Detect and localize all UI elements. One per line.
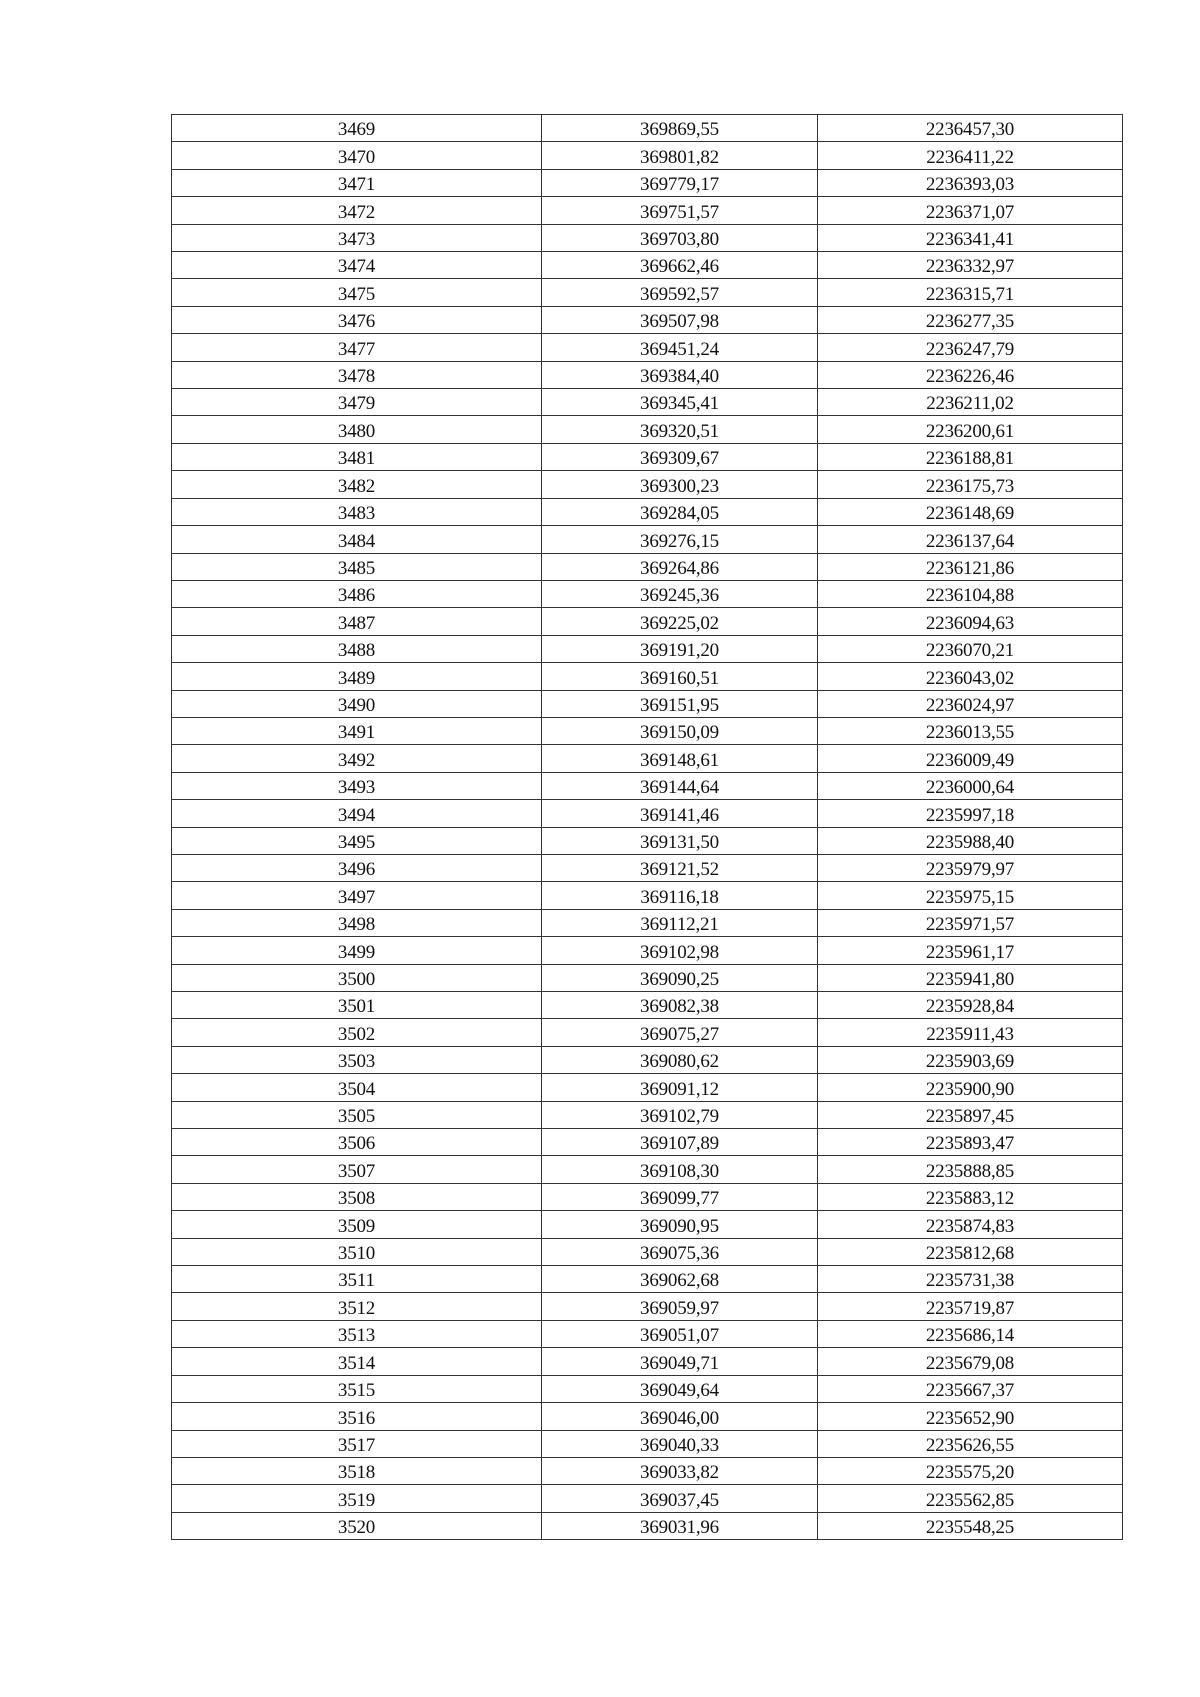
table-row <box>172 745 1123 772</box>
point-number-cell: 3482 <box>172 471 542 498</box>
x-coordinate-cell: 369869,55 <box>542 115 818 142</box>
y-coordinate-cell: 2236411,22 <box>818 142 1123 169</box>
table-row <box>172 608 1123 635</box>
table-row <box>172 169 1123 196</box>
y-coordinate-cell: 2235548,25 <box>818 1512 1123 1539</box>
table-row <box>172 389 1123 416</box>
point-number-cell: 3497 <box>172 882 542 909</box>
y-coordinate-cell: 2236024,97 <box>818 690 1123 717</box>
table-row <box>172 306 1123 333</box>
table-row <box>172 1375 1123 1402</box>
x-coordinate-cell: 369062,68 <box>542 1266 818 1293</box>
point-number-cell: 3505 <box>172 1101 542 1128</box>
point-number-cell: 3501 <box>172 992 542 1019</box>
x-coordinate-cell: 369046,00 <box>542 1403 818 1430</box>
x-coordinate-cell: 369121,52 <box>542 854 818 881</box>
point-number-cell: 3506 <box>172 1129 542 1156</box>
y-coordinate-cell: 2235928,84 <box>818 992 1123 1019</box>
x-coordinate-cell: 369108,30 <box>542 1156 818 1183</box>
x-coordinate-cell: 369264,86 <box>542 553 818 580</box>
y-coordinate-cell: 2236104,88 <box>818 580 1123 607</box>
y-coordinate-cell: 2236277,35 <box>818 306 1123 333</box>
point-number-cell: 3500 <box>172 964 542 991</box>
point-number-cell: 3510 <box>172 1238 542 1265</box>
x-coordinate-cell: 369082,38 <box>542 992 818 1019</box>
y-coordinate-cell: 2236226,46 <box>818 361 1123 388</box>
table-row <box>172 580 1123 607</box>
y-coordinate-cell: 2236175,73 <box>818 471 1123 498</box>
point-number-cell: 3478 <box>172 361 542 388</box>
coordinates-table <box>171 114 1123 1540</box>
point-number-cell: 3517 <box>172 1430 542 1457</box>
point-number-cell: 3493 <box>172 772 542 799</box>
table-row <box>172 1156 1123 1183</box>
point-number-cell: 3469 <box>172 115 542 142</box>
y-coordinate-cell: 2235941,80 <box>818 964 1123 991</box>
table-row <box>172 142 1123 169</box>
point-number-cell: 3508 <box>172 1183 542 1210</box>
point-number-cell: 3504 <box>172 1074 542 1101</box>
point-number-cell: 3477 <box>172 334 542 361</box>
table-row <box>172 1457 1123 1484</box>
table-row <box>172 197 1123 224</box>
x-coordinate-cell: 369090,95 <box>542 1211 818 1238</box>
x-coordinate-cell: 369075,27 <box>542 1019 818 1046</box>
x-coordinate-cell: 369144,64 <box>542 772 818 799</box>
point-number-cell: 3479 <box>172 389 542 416</box>
y-coordinate-cell: 2235679,08 <box>818 1348 1123 1375</box>
point-number-cell: 3490 <box>172 690 542 717</box>
x-coordinate-cell: 369245,36 <box>542 580 818 607</box>
y-coordinate-cell: 2235731,38 <box>818 1266 1123 1293</box>
table-row <box>172 1129 1123 1156</box>
x-coordinate-cell: 369151,95 <box>542 690 818 717</box>
x-coordinate-cell: 369080,62 <box>542 1046 818 1073</box>
point-number-cell: 3514 <box>172 1348 542 1375</box>
x-coordinate-cell: 369284,05 <box>542 498 818 525</box>
point-number-cell: 3503 <box>172 1046 542 1073</box>
y-coordinate-cell: 2235897,45 <box>818 1101 1123 1128</box>
x-coordinate-cell: 369049,71 <box>542 1348 818 1375</box>
y-coordinate-cell: 2236200,61 <box>818 416 1123 443</box>
y-coordinate-cell: 2236315,71 <box>818 279 1123 306</box>
y-coordinate-cell: 2236137,64 <box>818 526 1123 553</box>
y-coordinate-cell: 2236148,69 <box>818 498 1123 525</box>
table-row <box>172 1101 1123 1128</box>
point-number-cell: 3507 <box>172 1156 542 1183</box>
y-coordinate-cell: 2235686,14 <box>818 1320 1123 1347</box>
coordinates-table-body <box>172 115 1123 1540</box>
table-row <box>172 224 1123 251</box>
table-row <box>172 279 1123 306</box>
x-coordinate-cell: 369801,82 <box>542 142 818 169</box>
x-coordinate-cell: 369191,20 <box>542 635 818 662</box>
x-coordinate-cell: 369102,98 <box>542 937 818 964</box>
table-row <box>172 909 1123 936</box>
x-coordinate-cell: 369116,18 <box>542 882 818 909</box>
x-coordinate-cell: 369131,50 <box>542 827 818 854</box>
point-number-cell: 3520 <box>172 1512 542 1539</box>
point-number-cell: 3481 <box>172 443 542 470</box>
point-number-cell: 3472 <box>172 197 542 224</box>
point-number-cell: 3486 <box>172 580 542 607</box>
table-row <box>172 526 1123 553</box>
x-coordinate-cell: 369031,96 <box>542 1512 818 1539</box>
table-row <box>172 1293 1123 1320</box>
point-number-cell: 3511 <box>172 1266 542 1293</box>
y-coordinate-cell: 2235562,85 <box>818 1485 1123 1512</box>
point-number-cell: 3473 <box>172 224 542 251</box>
y-coordinate-cell: 2236393,03 <box>818 169 1123 196</box>
table-row <box>172 498 1123 525</box>
y-coordinate-cell: 2235888,85 <box>818 1156 1123 1183</box>
table-row <box>172 252 1123 279</box>
y-coordinate-cell: 2236009,49 <box>818 745 1123 772</box>
point-number-cell: 3483 <box>172 498 542 525</box>
x-coordinate-cell: 369225,02 <box>542 608 818 635</box>
point-number-cell: 3476 <box>172 306 542 333</box>
y-coordinate-cell: 2235988,40 <box>818 827 1123 854</box>
table-row <box>172 663 1123 690</box>
table-row <box>172 827 1123 854</box>
x-coordinate-cell: 369507,98 <box>542 306 818 333</box>
table-row <box>172 882 1123 909</box>
y-coordinate-cell: 2235874,83 <box>818 1211 1123 1238</box>
y-coordinate-cell: 2236000,64 <box>818 772 1123 799</box>
point-number-cell: 3502 <box>172 1019 542 1046</box>
point-number-cell: 3474 <box>172 252 542 279</box>
table-row <box>172 115 1123 142</box>
y-coordinate-cell: 2235911,43 <box>818 1019 1123 1046</box>
y-coordinate-cell: 2236013,55 <box>818 717 1123 744</box>
x-coordinate-cell: 369049,64 <box>542 1375 818 1402</box>
point-number-cell: 3499 <box>172 937 542 964</box>
point-number-cell: 3487 <box>172 608 542 635</box>
point-number-cell: 3513 <box>172 1320 542 1347</box>
x-coordinate-cell: 369037,45 <box>542 1485 818 1512</box>
x-coordinate-cell: 369662,46 <box>542 252 818 279</box>
table-row <box>172 1019 1123 1046</box>
point-number-cell: 3509 <box>172 1211 542 1238</box>
table-row <box>172 1238 1123 1265</box>
y-coordinate-cell: 2235575,20 <box>818 1457 1123 1484</box>
x-coordinate-cell: 369276,15 <box>542 526 818 553</box>
table-row <box>172 800 1123 827</box>
x-coordinate-cell: 369102,79 <box>542 1101 818 1128</box>
x-coordinate-cell: 369300,23 <box>542 471 818 498</box>
x-coordinate-cell: 369320,51 <box>542 416 818 443</box>
x-coordinate-cell: 369148,61 <box>542 745 818 772</box>
y-coordinate-cell: 2235652,90 <box>818 1403 1123 1430</box>
point-number-cell: 3491 <box>172 717 542 744</box>
point-number-cell: 3480 <box>172 416 542 443</box>
x-coordinate-cell: 369384,40 <box>542 361 818 388</box>
point-number-cell: 3492 <box>172 745 542 772</box>
table-row <box>172 416 1123 443</box>
x-coordinate-cell: 369075,36 <box>542 1238 818 1265</box>
table-row <box>172 717 1123 744</box>
table-row <box>172 334 1123 361</box>
table-row <box>172 1512 1123 1539</box>
table-row <box>172 1046 1123 1073</box>
x-coordinate-cell: 369091,12 <box>542 1074 818 1101</box>
x-coordinate-cell: 369099,77 <box>542 1183 818 1210</box>
table-row <box>172 1348 1123 1375</box>
x-coordinate-cell: 369107,89 <box>542 1129 818 1156</box>
point-number-cell: 3495 <box>172 827 542 854</box>
x-coordinate-cell: 369090,25 <box>542 964 818 991</box>
y-coordinate-cell: 2236188,81 <box>818 443 1123 470</box>
x-coordinate-cell: 369160,51 <box>542 663 818 690</box>
x-coordinate-cell: 369059,97 <box>542 1293 818 1320</box>
point-number-cell: 3515 <box>172 1375 542 1402</box>
x-coordinate-cell: 369451,24 <box>542 334 818 361</box>
y-coordinate-cell: 2236094,63 <box>818 608 1123 635</box>
table-row <box>172 937 1123 964</box>
point-number-cell: 3488 <box>172 635 542 662</box>
point-number-cell: 3471 <box>172 169 542 196</box>
y-coordinate-cell: 2235961,17 <box>818 937 1123 964</box>
y-coordinate-cell: 2236332,97 <box>818 252 1123 279</box>
y-coordinate-cell: 2236457,30 <box>818 115 1123 142</box>
y-coordinate-cell: 2235719,87 <box>818 1293 1123 1320</box>
x-coordinate-cell: 369309,67 <box>542 443 818 470</box>
y-coordinate-cell: 2236211,02 <box>818 389 1123 416</box>
point-number-cell: 3475 <box>172 279 542 306</box>
table-row <box>172 443 1123 470</box>
table-row <box>172 361 1123 388</box>
point-number-cell: 3496 <box>172 854 542 881</box>
table-row <box>172 1074 1123 1101</box>
table-row <box>172 690 1123 717</box>
y-coordinate-cell: 2235893,47 <box>818 1129 1123 1156</box>
table-row <box>172 471 1123 498</box>
table-row <box>172 1183 1123 1210</box>
x-coordinate-cell: 369033,82 <box>542 1457 818 1484</box>
point-number-cell: 3518 <box>172 1457 542 1484</box>
point-number-cell: 3489 <box>172 663 542 690</box>
y-coordinate-cell: 2235626,55 <box>818 1430 1123 1457</box>
y-coordinate-cell: 2235971,57 <box>818 909 1123 936</box>
table-row <box>172 1320 1123 1347</box>
point-number-cell: 3498 <box>172 909 542 936</box>
x-coordinate-cell: 369345,41 <box>542 389 818 416</box>
y-coordinate-cell: 2235900,90 <box>818 1074 1123 1101</box>
x-coordinate-cell: 369751,57 <box>542 197 818 224</box>
table-row <box>172 635 1123 662</box>
table-row <box>172 992 1123 1019</box>
y-coordinate-cell: 2235667,37 <box>818 1375 1123 1402</box>
y-coordinate-cell: 2236043,02 <box>818 663 1123 690</box>
y-coordinate-cell: 2235997,18 <box>818 800 1123 827</box>
y-coordinate-cell: 2235812,68 <box>818 1238 1123 1265</box>
table-row <box>172 1430 1123 1457</box>
y-coordinate-cell: 2235903,69 <box>818 1046 1123 1073</box>
table-row <box>172 1485 1123 1512</box>
table-row <box>172 854 1123 881</box>
table-row <box>172 964 1123 991</box>
point-number-cell: 3485 <box>172 553 542 580</box>
point-number-cell: 3494 <box>172 800 542 827</box>
x-coordinate-cell: 369040,33 <box>542 1430 818 1457</box>
y-coordinate-cell: 2236247,79 <box>818 334 1123 361</box>
y-coordinate-cell: 2236121,86 <box>818 553 1123 580</box>
y-coordinate-cell: 2235975,15 <box>818 882 1123 909</box>
point-number-cell: 3519 <box>172 1485 542 1512</box>
y-coordinate-cell: 2236341,41 <box>818 224 1123 251</box>
x-coordinate-cell: 369112,21 <box>542 909 818 936</box>
x-coordinate-cell: 369051,07 <box>542 1320 818 1347</box>
point-number-cell: 3470 <box>172 142 542 169</box>
table-row <box>172 772 1123 799</box>
point-number-cell: 3512 <box>172 1293 542 1320</box>
y-coordinate-cell: 2236371,07 <box>818 197 1123 224</box>
y-coordinate-cell: 2235883,12 <box>818 1183 1123 1210</box>
y-coordinate-cell: 2235979,97 <box>818 854 1123 881</box>
point-number-cell: 3516 <box>172 1403 542 1430</box>
x-coordinate-cell: 369141,46 <box>542 800 818 827</box>
table-row <box>172 1266 1123 1293</box>
table-row <box>172 553 1123 580</box>
table-row <box>172 1211 1123 1238</box>
point-number-cell: 3484 <box>172 526 542 553</box>
x-coordinate-cell: 369703,80 <box>542 224 818 251</box>
x-coordinate-cell: 369150,09 <box>542 717 818 744</box>
x-coordinate-cell: 369592,57 <box>542 279 818 306</box>
y-coordinate-cell: 2236070,21 <box>818 635 1123 662</box>
table-row <box>172 1403 1123 1430</box>
x-coordinate-cell: 369779,17 <box>542 169 818 196</box>
